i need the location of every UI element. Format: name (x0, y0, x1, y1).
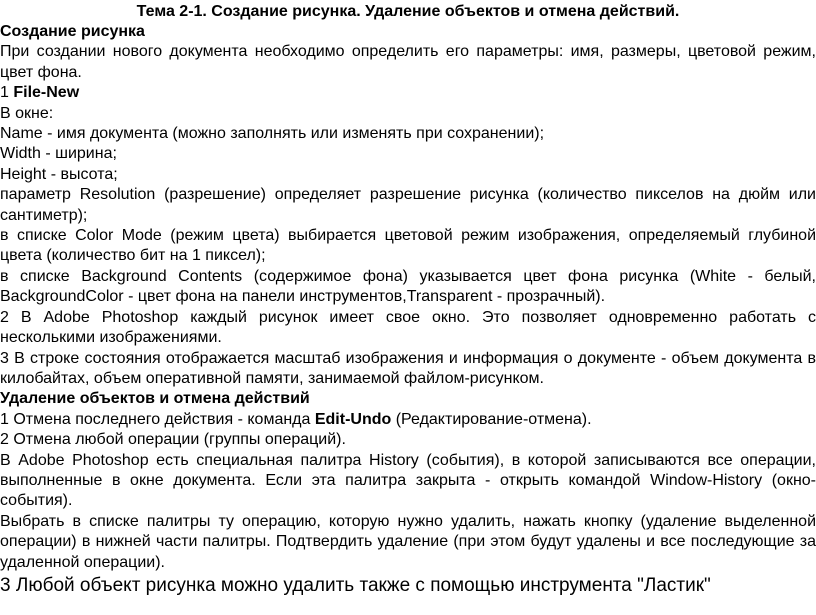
undo-prefix: 1 Отмена последнего действия - команда (0, 410, 315, 428)
cancel-any-line: 2 Отмена любой операции (группы операций). (0, 431, 346, 449)
step2-paragraph: 2 В Adobe Photoshop каждый рисунок имеет свое окно. Это позволяет одновременно работать с несколькими изображениями. (0, 308, 816, 347)
history-paragraph: В Adobe Photoshop есть специальная палитра History (события), в которой записываются все операции, выполненные в окне документа. Если эта палитра закрыта - открыть командой Window-History (окно-события). (0, 451, 816, 510)
step3-paragraph: 3 В строке состояния отображается масштаб изображения и информация о документе - объем документа в килобайтах, объем оперативной памяти, занимаемой файлом-рисунком. (0, 349, 816, 387)
file-new-command: File-New (13, 84, 80, 102)
background-param-line: в списке Background Contents (содержимое фона) указывается цвет фона рисунка (White - белый, BackgroundColor - цвет фона на панели инструментов,Transparent - прозрачный). (0, 267, 816, 306)
step1-number: 1 (0, 84, 14, 102)
section-heading-create: Создание рисунка (0, 23, 145, 40)
select-operation-paragraph: Выбрать в списке палитры ту операцию, которую нужно удалить, нажать кнопку (удаление выделенной операции) в нижней части палитры. Подтвердить удаление (при этом будут удалены и все последующие за удаленной операции). (0, 512, 816, 571)
section-heading-delete: Удаление объектов и отмена действий (0, 390, 310, 408)
edit-undo-command: Edit-Undo (314, 410, 392, 428)
name-param-line: Name - имя документа (можно заполнять или изменять при сохранении); (0, 125, 545, 143)
resolution-param-line: параметр Resolution (разрешение) определяет разрешение рисунка (количество пикселов на дюйм или сантиметр); (0, 186, 816, 224)
width-param-line: Width - ширина; (0, 145, 117, 163)
height-param-line: Height - высота; (0, 165, 118, 183)
intro-paragraph: При создании нового документа необходимо определить его параметры: имя, размеры, цветовой режим, цвет фона. (0, 43, 816, 81)
page-title: Тема 2-1. Создание рисунка. Удаление объектов и отмена действий. (136, 3, 680, 20)
color-mode-param-line: в списке Color Mode (режим цвета) выбирается цветовой режим изображения, определяемый глубиной цвета (количество бит на 1 пиксел); (0, 227, 816, 265)
undo-line (0, 410, 816, 430)
eraser-line: 3 Любой объект рисунка можно удалить также с помощью инструмента "Ластик" (0, 574, 711, 596)
step1-line (0, 83, 816, 103)
in-window-label: В окне: (0, 104, 54, 122)
undo-suffix: (Редактирование-отмена). (391, 410, 592, 428)
